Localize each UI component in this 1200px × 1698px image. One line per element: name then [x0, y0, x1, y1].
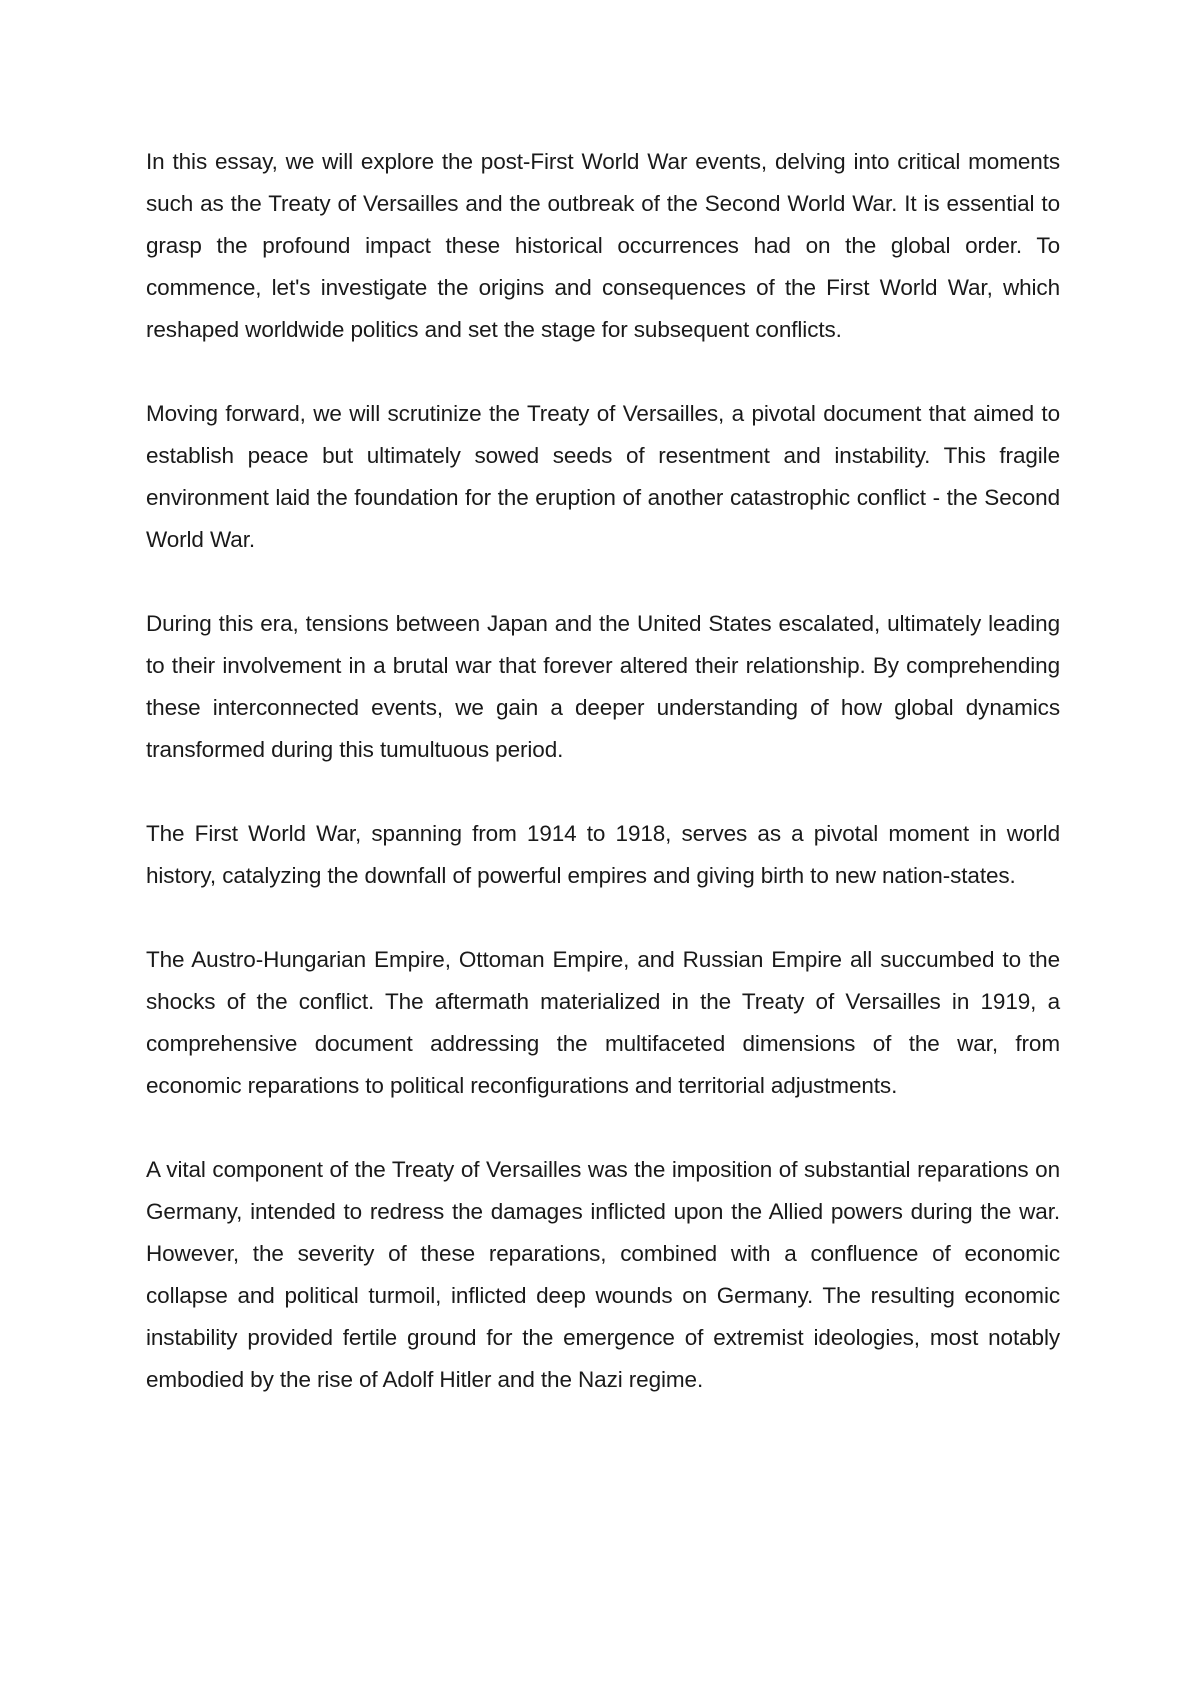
paragraph-empires: The Austro-Hungarian Empire, Ottoman Empire, and Russian Empire all succumbed to the shocks of the conflict. The aftermath materialized in the Treaty of Versailles in 1919, a comprehensive document addressing the multifaceted dimensions of the war, from economic reparations to political reconfigurations and territorial adjustments.: [146, 947, 1060, 1098]
paragraph-japan-us: During this era, tensions between Japan and the United States escalated, ultimately leading to their involvement in a brutal war that forever altered their relationship. By comprehending these interconnected events, we gain a deeper understanding of how global dynamics transformed during this tumultuous period.: [146, 611, 1060, 762]
document-body: [146, 141, 1060, 1443]
paragraph-first-world-war: The First World War, spanning from 1914 to 1918, serves as a pivotal moment in world history, catalyzing the downfall of powerful empires and giving birth to new nation-states.: [146, 821, 1060, 888]
paragraph-treaty-overview: Moving forward, we will scrutinize the Treaty of Versailles, a pivotal document that aimed to establish peace but ultimately sowed seeds of resentment and instability. This fragile environment laid the foundation for the eruption of another catastrophic conflict - the Second World War.: [146, 401, 1060, 552]
paragraph-intro: In this essay, we will explore the post-First World War events, delving into critical moments such as the Treaty of Versailles and the outbreak of the Second World War. It is essential to grasp the profound impact these historical occurrences had on the global order. To commence, let's investigate the origins and consequences of the First World War, which reshaped worldwide politics and set the stage for subsequent conflicts.: [146, 149, 1060, 342]
paragraph-reparations: A vital component of the Treaty of Versailles was the imposition of substantial reparations on Germany, intended to redress the damages inflicted upon the Allied powers during the war. However, the severity of these reparations, combined with a confluence of economic collapse and political turmoil, inflicted deep wounds on Germany. The resulting economic instability provided fertile ground for the emergence of extremist ideologies, most notably embodied by the rise of Adolf Hitler and the Nazi regime.: [146, 1157, 1060, 1392]
